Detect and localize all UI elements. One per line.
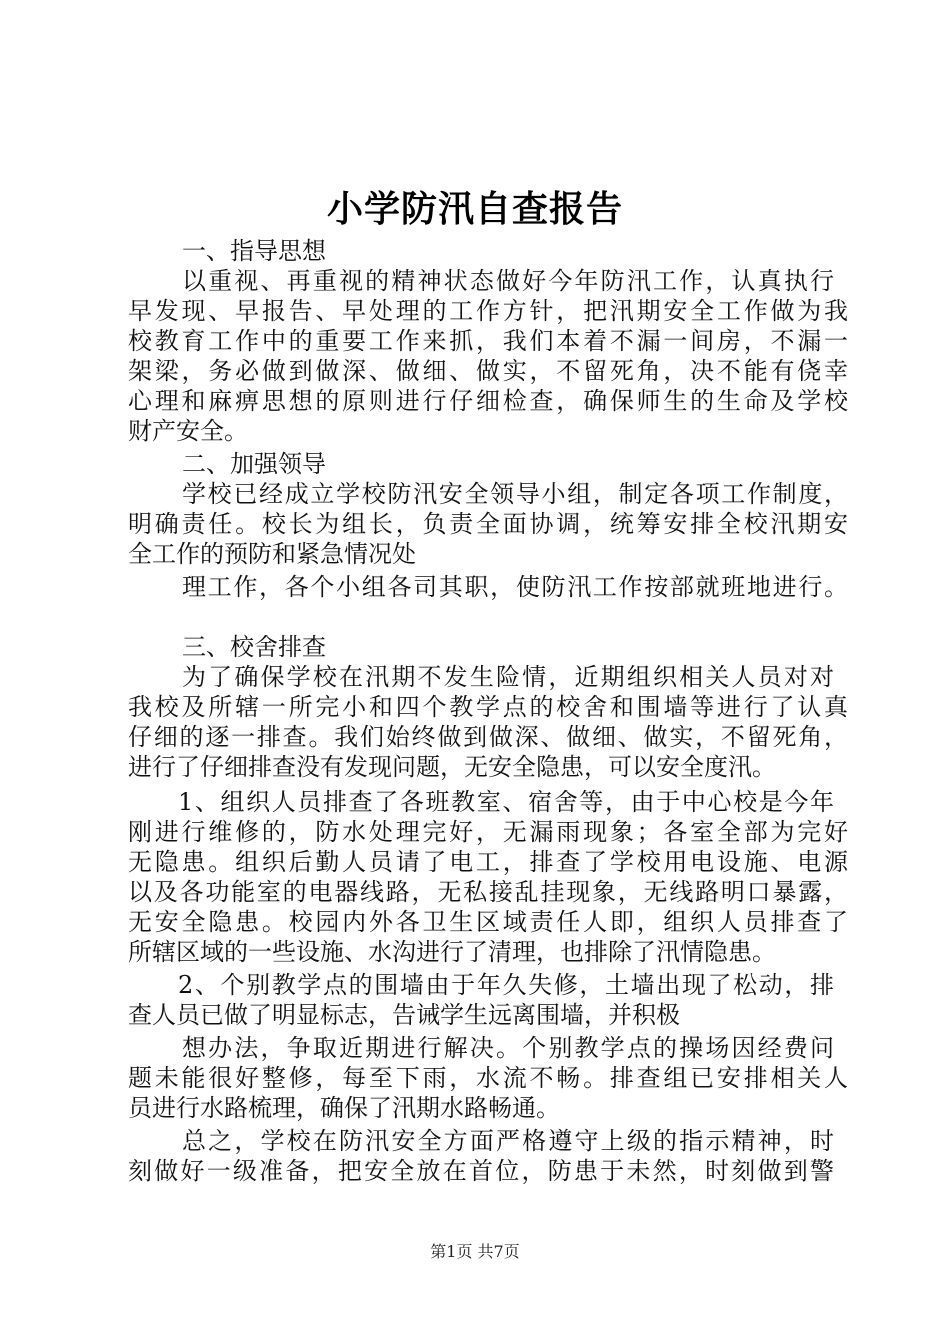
paragraph-line: 为了确保学校在汛期不发生险情，近期组织相关人员对对 (182, 663, 834, 691)
paragraph-line: 心理和麻痹思想的原则进行仔细检查，确保师生的生命及学校 (128, 387, 848, 415)
paragraph-line: 以重视、再重视的精神状态做好今年防汛工作，认真执行 (182, 267, 834, 295)
paragraph-line: 题未能很好整修，每至下雨，水流不畅。排查组已安排相关人 (128, 1064, 848, 1092)
paragraph-line: 架梁，务必做到做深、做细、做实，不留死角，决不能有侥幸 (128, 357, 848, 385)
paragraph-line: 1、组织人员排查了各班教室、宿舍等，由于中心校是今年 (178, 788, 834, 816)
paragraph-line: 所辖区域的一些设施、水沟进行了清理，也排除了汛情隐患。 (128, 938, 776, 966)
paragraph-line: 理工作，各个小组各司其职，使防汛工作按部就班地进行。 (182, 573, 848, 601)
paragraph-line: 以及各功能室的电器线路，无私接乱挂现象，无线路明口暴露， (128, 878, 848, 906)
paragraph-line: 我校及所辖一所完小和四个教学点的校舍和围墙等进行了认真 (128, 693, 848, 721)
paragraph-line: 校教育工作中的重要工作来抓，我们本着不漏一间房，不漏一 (128, 327, 848, 355)
heading-guiding-thought: 一、指导思想 (182, 237, 326, 265)
paragraph-line: 明确责任。校长为组长，负责全面协调，统筹安排全校汛期安 (128, 510, 848, 538)
paragraph-line: 无安全隐患。校园内外各卫生区域责任人即，组织人员排查了 (128, 908, 848, 936)
paragraph-line: 刚进行维修的，防水处理完好，无漏雨现象；各室全部为完好 (128, 818, 848, 846)
paragraph-line: 员进行水路梳理，确保了汛期水路畅通。 (128, 1094, 560, 1122)
paragraph-line: 进行了仔细排查没有发现问题，无安全隐患，可以安全度汛。 (128, 753, 776, 781)
heading-building-inspection: 三、校舍排查 (182, 633, 326, 661)
paragraph-line: 无隐患。组织后勤人员请了电工，排查了学校用电设施、电源 (128, 848, 848, 876)
paragraph-line: 学校已经成立学校防汛安全领导小组，制定各项工作制度， (182, 480, 848, 508)
heading-leadership: 二、加强领导 (182, 450, 326, 478)
paragraph-line: 总之，学校在防汛安全方面严格遵守上级的指示精神，时 (182, 1127, 834, 1155)
paragraph-line: 财产安全。 (128, 417, 248, 445)
paragraph-line: 刻做好一级准备，把安全放在首位，防患于未然，时刻做到警 (128, 1157, 834, 1185)
paragraph-line: 仔细的逐一排查。我们始终做到做深、做细、做实，不留死角， (128, 723, 848, 751)
paragraph-line: 2、个别教学点的围墙由于年久失修，土墙出现了松动，排 (178, 971, 834, 999)
document-title: 小学防汛自查报告 (326, 188, 623, 230)
page-number: 第1页 共7页 (430, 1242, 520, 1261)
paragraph-line: 查人员已做了明显标志，告诫学生远离围墙，并积极 (128, 1001, 680, 1029)
paragraph-line: 想办法，争取近期进行解决。个别教学点的操场因经费问 (182, 1034, 834, 1062)
paragraph-line: 全工作的预防和紧急情况处 (128, 540, 416, 568)
paragraph-line: 早发现、早报告、早处理的工作方针，把汛期安全工作做为我 (128, 297, 848, 325)
